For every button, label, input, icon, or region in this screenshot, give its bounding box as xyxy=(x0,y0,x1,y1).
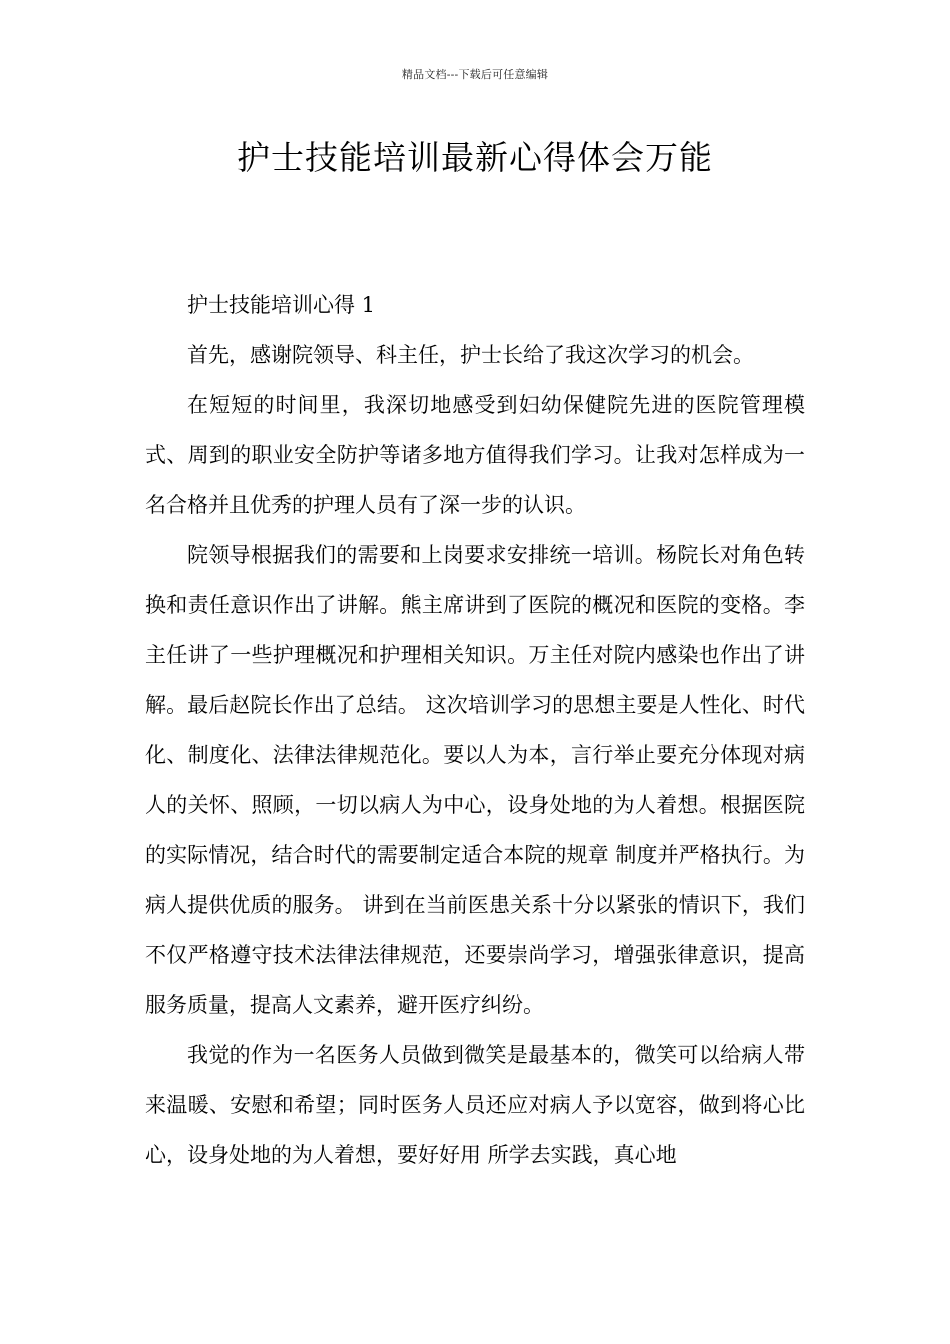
paragraph: 院领导根据我们的需要和上岗要求安排统一培训。杨院长对角色转换和责任意识作出了讲解。熊主席讲到了医院的概况和医院的变格。李主任讲了一些护理概况和护理相关知识。万主任对院内感染也作出了讲解。最后赵院长作出了总结。 这次培训学习的思想主要是人性化、时代化、制度化、法律法律规范化。要以人为本，言行举止要充分体现对病人的关怀、照顾，一切以病人为中心，设身处地的为人着想。根据医院的实际情况，结合时代的需要制定适合本院的规章 制度并严格执行。为病人提供优质的服务。 讲到在当前医患关系十分以紧张的情识下，我们不仅严格遵守技术法律法律规范，还要崇尚学习，增强张律意识，提高服务质量，提高人文素养，避开医疗纠纷。 xyxy=(145,543,805,1017)
document-body xyxy=(145,280,805,1180)
paragraph: 在短短的时间里，我深切地感受到妇幼保健院先进的医院管理模式、周到的职业安全防护等诸多地方值得我们学习。让我对怎样成为一名合格并且优秀的护理人员有了深一步的认识。 xyxy=(145,393,805,517)
header-note: 精品文档---下载后可任意编辑 xyxy=(401,68,549,81)
section-heading: 护士技能培训心得 1 xyxy=(187,293,376,317)
paragraph: 我觉的作为一名医务人员做到微笑是最基本的，微笑可以给病人带来温暖、安慰和希望；同时医务人员还应对病人予以宽容，做到将心比心，设身处地的为人着想，要好好用 所学去实践，真心地 xyxy=(145,1043,805,1167)
paragraph: 首先，感谢院领导、科主任，护士长给了我这次学习的机会。 xyxy=(187,343,754,367)
document-title: 护士技能培训最新心得体会万能 xyxy=(237,138,713,177)
